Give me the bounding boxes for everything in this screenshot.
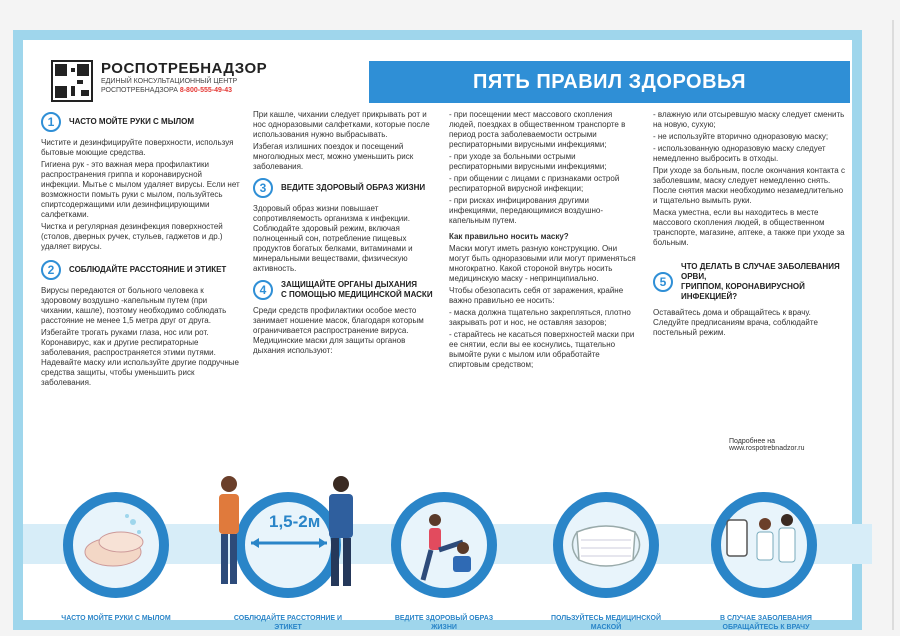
doctor-icon: [711, 492, 817, 598]
section-number: 5: [653, 272, 673, 292]
subheading: Как правильно носить маску?: [449, 232, 569, 241]
section-title: ЗАЩИЩАЙТЕ ОРГАНЫ ДЫХАНИЯ: [281, 280, 417, 289]
section-title: ЧАСТО МОЙТЕ РУКИ С МЫЛОМ: [69, 117, 195, 126]
caption-doctor: В СЛУЧАЕ ЗАБОЛЕВАНИЯ ОБРАЩАЙТЕСЬ К ВРАЧУ: [720, 615, 812, 631]
section-4-header: [253, 280, 433, 300]
healthy-lifestyle-icon: [391, 492, 497, 598]
paragraph: Здоровый образ жизни повышает сопротивляемость организма к инфекции. Соблюдайте здоровый режим, включая полноценный сон, потребление пищевых продуктов богатых белками, витаминами и минеральными веществами, физическую активность.: [253, 204, 413, 273]
section-title-line2: ГРИППОМ, КОРОНАВИРУСНОЙ ИНФЕКЦИЕЙ?: [681, 282, 805, 301]
org-name: РОСПОТРЕБНАДЗОР: [101, 60, 268, 77]
section-title-line2: С ПОМОЩЬЮ МЕДИЦИНСКОЙ МАСКИ: [281, 290, 433, 299]
section-number: 1: [41, 112, 61, 132]
paragraph: Чистите и дезинфицируйте поверхности, используя бытовые моющие средства.: [41, 138, 234, 157]
paragraph: Оставайтесь дома и обращайтесь к врачу. Следуйте предписаниям врача, соблюдайте постельный режим.: [653, 308, 818, 337]
column-2: [253, 110, 433, 358]
caption-handwash: ЧАСТО МОЙТЕ РУКИ С МЫЛОМ: [61, 615, 171, 622]
person-left-icon: [209, 472, 249, 604]
distance-label: 1,5-2м: [269, 512, 321, 531]
section-title: ВЕДИТЕ ЗДОРОВЫЙ ОБРАЗ ЖИЗНИ: [281, 183, 426, 192]
column-1: [41, 110, 241, 390]
distance-arrow-icon: [249, 536, 329, 550]
paragraph: Избегая излишних поездок и посещений многолюдных мест, можно уменьшить риск заболевания.: [253, 142, 414, 171]
paragraph: Чтобы обезопасить себя от заражения, крайне важно правильно ее носить:: [449, 286, 624, 305]
section-title: ЧТО ДЕЛАТЬ В СЛУЧАЕ ЗАБОЛЕВАНИЯ ОРВИ,: [681, 262, 840, 281]
paragraph: - маска должна тщательно закрепляться, плотно закрывать рот и нос, не оставляя зазоров;: [449, 308, 631, 327]
page-edge: [892, 20, 894, 630]
paragraph: - влажную или отсыревшую маску следует сменить на новую, сухую;: [653, 110, 845, 129]
column-3: [449, 110, 639, 372]
section-2-header: [41, 260, 241, 280]
org-line2: РОСПОТРЕБНАДЗОРА 8-800-555-49-43: [101, 87, 232, 94]
section-5-header: [653, 262, 848, 302]
more-info-link[interactable]: Подробнее на www.rospotrebnadzor.ru: [729, 438, 805, 452]
paragraph: - при общении с лицами с признаками острой респираторной вирусной инфекции;: [449, 174, 620, 193]
paragraph: Гигиена рук - это важная мера профилактики распространения гриппа и коронавирусной инфекции. Мытье с мылом удаляет вирусы. Если нет возможности помыть руки с мылом, пользуйтесь спиртсодержащими или дезинфицирующими салфетками.: [41, 160, 240, 219]
logo-block: [51, 60, 267, 102]
paragraph: Вирусы передаются от больного человека к здоровому воздушно -капельным путем (при чихании, кашле), поэтому необходимо соблюдать расстояние не менее 1,5 метра друг от друга.: [41, 286, 227, 325]
caption-mask: ПОЛЬЗУЙТЕСЬ МЕДИЦИНСКОЙ МАСКОЙ: [550, 615, 662, 631]
qr-code-icon: [51, 60, 93, 102]
poster-frame: [13, 30, 862, 630]
org-line1: ЕДИНЫЙ КОНСУЛЬТАЦИОННЫЙ ЦЕНТР: [101, 78, 238, 85]
section-title: СОБЛЮДАЙТЕ РАССТОЯНИЕ И ЭТИКЕТ: [69, 265, 227, 274]
section-number: 2: [41, 260, 61, 280]
paragraph: Избегайте трогать руками глаза, нос или рот. Коронавирус, как и другие респираторные заболевания, распространяется этими путями. Надевайте маску или используйте другие подручные средства защиты, чтобы уменьшить риск заболевания.: [41, 328, 239, 387]
section-1-header: [41, 112, 241, 132]
caption-distance: СОБЛЮДАЙТЕ РАССТОЯНИЕ И ЭТИКЕТ: [233, 615, 343, 631]
handwash-icon: [63, 492, 169, 598]
icons-band: [23, 472, 872, 636]
person-right-icon: [319, 472, 363, 604]
paragraph: Маска уместна, если вы находитесь в месте массового скопления людей, в общественном транспорте, магазине, аптеке, а также при уходе за больным.: [653, 208, 845, 247]
section-3-header: [253, 178, 433, 198]
caption-lifestyle: ВЕДИТЕ ЗДОРОВЫЙ ОБРАЗ ЖИЗНИ: [394, 615, 494, 631]
paragraph: При кашле, чихании следует прикрывать рот и нос одноразовыми салфетками, которые после использования нужно выбрасывать.: [253, 110, 430, 139]
section-number: 3: [253, 178, 273, 198]
paragraph: При уходе за больным, после окончания контакта с заболевшим, маску следует немедленно снять. После снятия маски необходимо незамедлительно и тщательно вымыть руки.: [653, 166, 845, 205]
title-banner: [369, 61, 850, 103]
paragraph: - при посещении мест массового скопления людей, поездках в общественном транспорте в период роста заболеваемости острыми респираторными вирусными инфекциями;: [449, 110, 626, 149]
section-number: 4: [253, 280, 273, 300]
column-4: [653, 110, 848, 340]
paragraph: Маски могут иметь разную конструкцию. Они могут быть одноразовыми или могут применяться многократно. Какой стороной внутрь носить медицинскую маску - непринципиально.: [449, 244, 636, 283]
paragraph: - при уходе за больными острыми респираторными вирусными инфекциями;: [449, 152, 607, 171]
paragraph: - не используйте вторично одноразовую маску;: [653, 132, 829, 141]
page-title: ПЯТЬ ПРАВИЛ ЗДОРОВЬЯ: [472, 71, 747, 93]
paragraph: - старайтесь не касаться поверхностей маски при ее снятии, если вы ее коснулись, тщательно вымойте руки с мылом или обработайте спиртовым средством;: [449, 330, 635, 369]
paragraph: Чистка и регулярная дезинфекция поверхностей (столов, дверных ручек, стульев, гаджетов и др.) удаляет вирусы.: [41, 222, 223, 251]
medical-mask-icon: [553, 492, 659, 598]
paragraph: Среди средств профилактики особое место занимает ношение масок, благодаря которым ограничивается распространение вируса. Медицинские маски для защиты органов дыхания используют:: [253, 306, 424, 355]
paragraph: - при рисках инфицирования другими инфекциями, передающимися воздушно-капельным путем.: [449, 196, 604, 225]
phone-number: 8-800-555-49-43: [179, 87, 232, 94]
paragraph: - использованную одноразовую маску следует немедленно выбросить в отходы.: [653, 144, 826, 163]
